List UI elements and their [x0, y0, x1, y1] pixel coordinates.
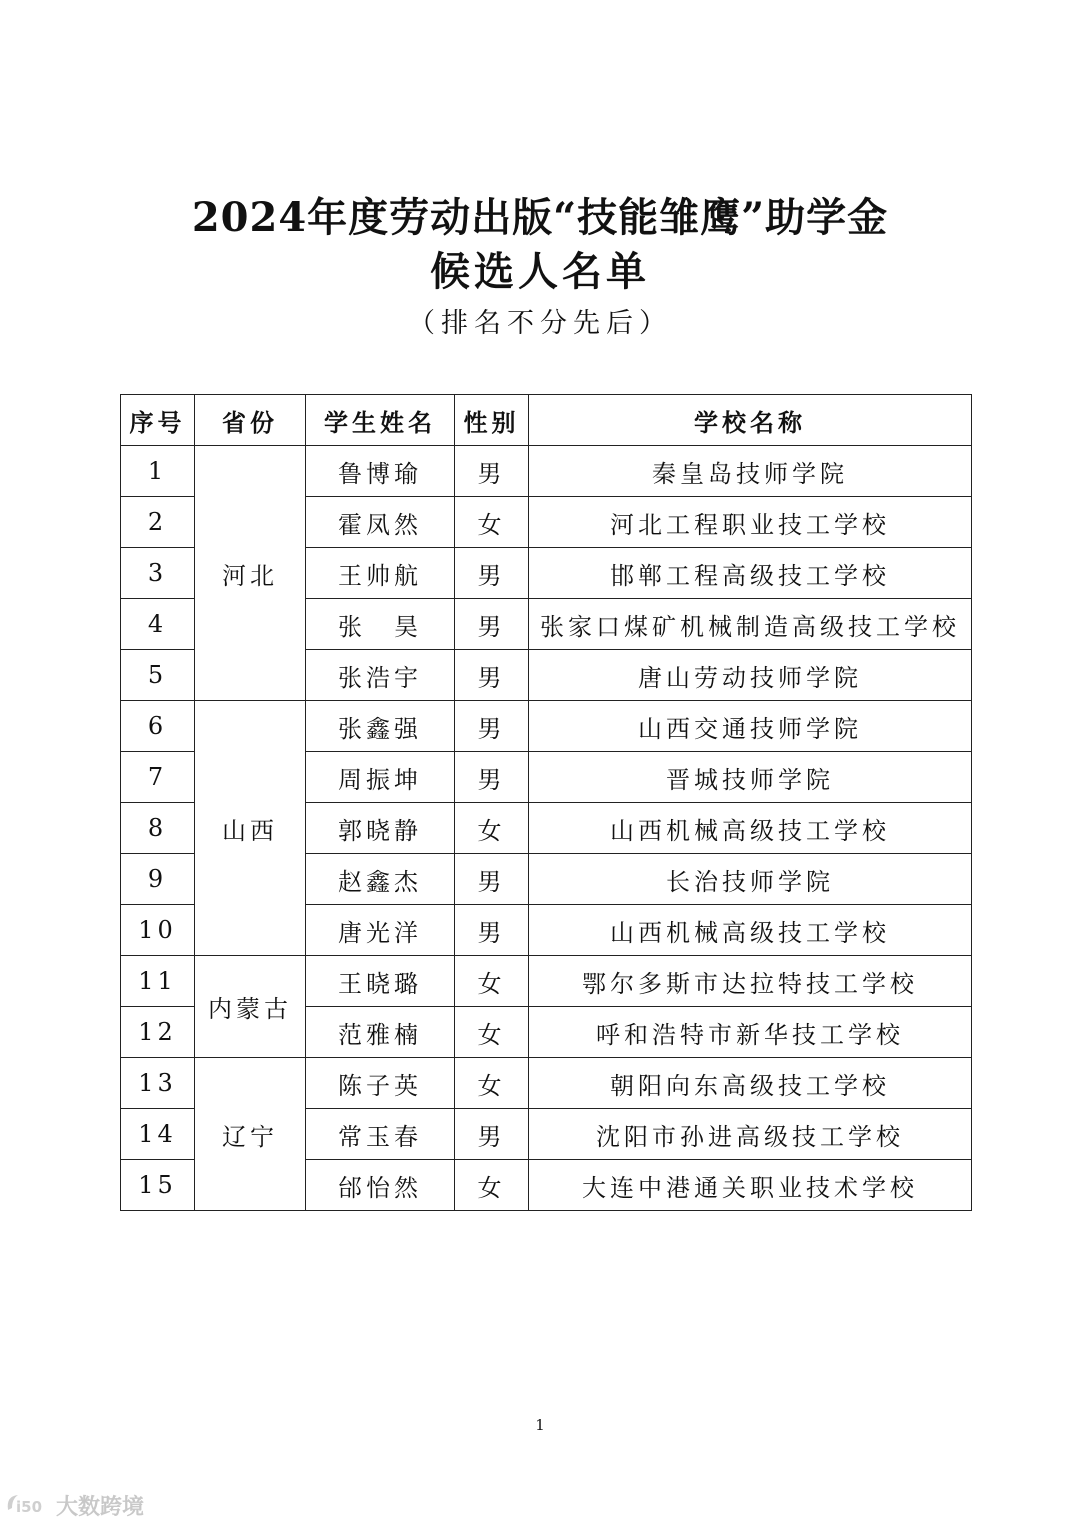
row-seq: 8	[121, 803, 195, 854]
row-student-name: 郭晓静	[306, 803, 455, 854]
row-seq: 11	[121, 956, 195, 1007]
row-gender: 女	[455, 1007, 529, 1058]
row-gender: 男	[455, 599, 529, 650]
row-seq: 15	[121, 1160, 195, 1211]
row-school: 沈阳市孙进高级技工学校	[529, 1109, 972, 1160]
row-seq: 14	[121, 1109, 195, 1160]
row-gender: 男	[455, 752, 529, 803]
header-gender: 性别	[455, 395, 529, 446]
row-school: 河北工程职业技工学校	[529, 497, 972, 548]
row-student-name: 张浩宇	[306, 650, 455, 701]
row-school: 山西机械高级技工学校	[529, 803, 972, 854]
row-school: 呼和浩特市新华技工学校	[529, 1007, 972, 1058]
row-school: 鄂尔多斯市达拉特技工学校	[529, 956, 972, 1007]
document-title-line2: 候选人名单	[430, 248, 650, 295]
watermark-logo-text: i50	[16, 1498, 43, 1516]
row-seq: 12	[121, 1007, 195, 1058]
row-school: 山西机械高级技工学校	[529, 905, 972, 956]
row-school: 唐山劳动技师学院	[529, 650, 972, 701]
row-seq: 4	[121, 599, 195, 650]
watermark-text: 大数跨境	[56, 1494, 145, 1520]
header-school: 学校名称	[529, 395, 972, 446]
row-school: 张家口煤矿机械制造高级技工学校	[529, 599, 972, 650]
row-school: 邯郸工程高级技工学校	[529, 548, 972, 599]
row-student-name: 张 昊	[306, 599, 455, 650]
row-school: 大连中港通关职业技术学校	[529, 1160, 972, 1211]
header-seq: 序号	[121, 395, 195, 446]
row-seq: 6	[121, 701, 195, 752]
row-school: 秦皇岛技师学院	[529, 446, 972, 497]
row-school: 朝阳向东高级技工学校	[529, 1058, 972, 1109]
document-subtitle: （排名不分先后）	[408, 308, 672, 339]
row-seq: 10	[121, 905, 195, 956]
row-gender: 男	[455, 548, 529, 599]
row-seq: 1	[121, 446, 195, 497]
row-seq: 2	[121, 497, 195, 548]
row-school: 晋城技师学院	[529, 752, 972, 803]
candidate-table	[120, 394, 972, 1211]
row-province: 内蒙古	[195, 956, 306, 1058]
row-gender: 男	[455, 446, 529, 497]
row-gender: 女	[455, 803, 529, 854]
table-row	[121, 701, 972, 752]
row-student-name: 唐光洋	[306, 905, 455, 956]
row-school: 长治技师学院	[529, 854, 972, 905]
watermark-logo-icon	[4, 1490, 52, 1520]
row-gender: 女	[455, 1058, 529, 1109]
row-gender: 男	[455, 854, 529, 905]
row-seq: 9	[121, 854, 195, 905]
watermark	[4, 1490, 144, 1520]
table-row	[121, 956, 972, 1007]
row-province: 河北	[195, 446, 306, 701]
row-gender: 男	[455, 650, 529, 701]
document-title-line1: 2024年度劳动出版“技能雏鹰”助学金	[191, 194, 889, 241]
row-province: 山西	[195, 701, 306, 956]
row-student-name: 范雅楠	[306, 1007, 455, 1058]
row-seq: 7	[121, 752, 195, 803]
row-province: 辽宁	[195, 1058, 306, 1211]
row-gender: 女	[455, 956, 529, 1007]
page-number: 1	[535, 1416, 545, 1434]
row-gender: 男	[455, 1109, 529, 1160]
row-seq: 5	[121, 650, 195, 701]
row-student-name: 张鑫强	[306, 701, 455, 752]
table-row	[121, 446, 972, 497]
row-gender: 男	[455, 701, 529, 752]
row-student-name: 霍凤然	[306, 497, 455, 548]
row-student-name: 周振坤	[306, 752, 455, 803]
row-gender: 女	[455, 1160, 529, 1211]
row-student-name: 王帅航	[306, 548, 455, 599]
header-province: 省份	[195, 395, 306, 446]
row-student-name: 王晓璐	[306, 956, 455, 1007]
row-student-name: 赵鑫杰	[306, 854, 455, 905]
row-student-name: 陈子英	[306, 1058, 455, 1109]
table-body	[121, 446, 972, 1211]
table-row	[121, 1058, 972, 1109]
row-gender: 女	[455, 497, 529, 548]
row-student-name: 鲁博瑜	[306, 446, 455, 497]
row-student-name: 常玉春	[306, 1109, 455, 1160]
row-seq: 13	[121, 1058, 195, 1109]
row-student-name: 邰怡然	[306, 1160, 455, 1211]
header-name: 学生姓名	[306, 395, 455, 446]
row-gender: 男	[455, 905, 529, 956]
row-seq: 3	[121, 548, 195, 599]
row-school: 山西交通技师学院	[529, 701, 972, 752]
table-header-row	[121, 395, 972, 446]
